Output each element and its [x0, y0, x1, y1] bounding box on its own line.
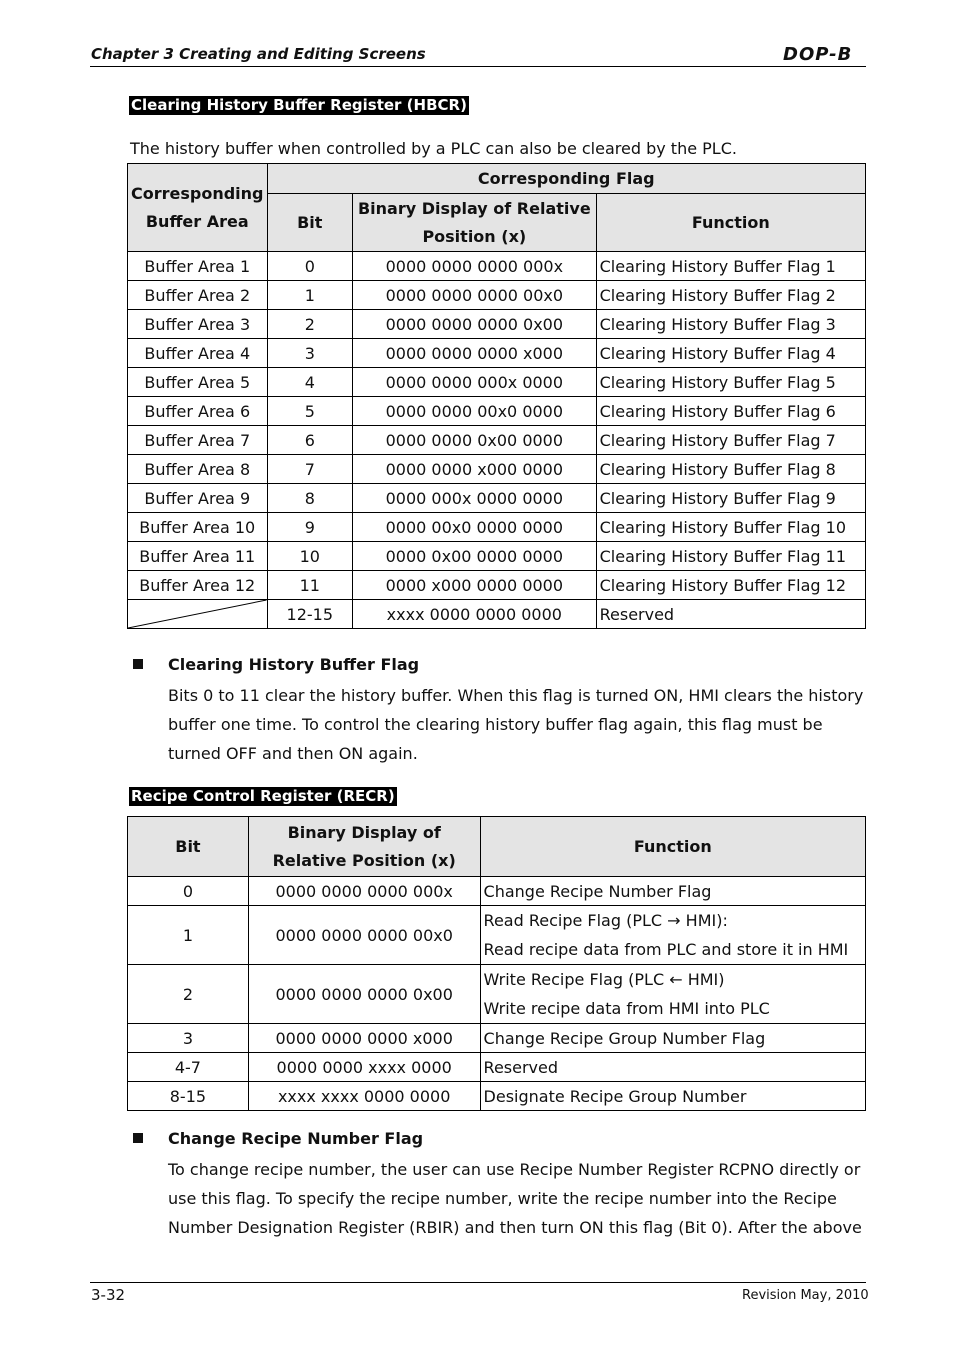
cell-bit: 0 [267, 252, 353, 281]
intro-paragraph: The history buffer when controlled by a PLC can also be cleared by the PLC. [130, 139, 737, 158]
revision-date: Revision May, 2010 [742, 1288, 869, 1303]
table-row [128, 965, 866, 1024]
bullet-heading-change-recipe: Change Recipe Number Flag [168, 1129, 424, 1148]
cell-function: Clearing History Buffer Flag 7 [596, 426, 865, 455]
table-row [128, 339, 866, 368]
cell-binary: 0000 x000 0000 0000 [353, 571, 597, 600]
header-corresponding-flag: Corresponding Flag [267, 164, 865, 194]
cell-bit: 4-7 [128, 1053, 249, 1082]
cell-binary: 0000 0000 00x0 0000 [353, 397, 597, 426]
table-row [128, 455, 866, 484]
cell-function: Clearing History Buffer Flag 6 [596, 397, 865, 426]
cell-buffer-area: Buffer Area 8 [128, 455, 268, 484]
cell-diagonal [128, 600, 268, 629]
page-number: 3-32 [91, 1286, 126, 1304]
table-row [128, 600, 866, 629]
header-buffer-area: Corresponding Buffer Area [128, 164, 268, 252]
table-row [128, 484, 866, 513]
table-row [128, 513, 866, 542]
cell-function: Clearing History Buffer Flag 11 [596, 542, 865, 571]
header-binary: Binary Display of Relative Position (x) [248, 817, 480, 877]
table-row [128, 310, 866, 339]
cell-buffer-area: Buffer Area 5 [128, 368, 268, 397]
cell-bit: 0 [128, 877, 249, 906]
cell-bit: 7 [267, 455, 353, 484]
cell-function: Reserved [480, 1053, 865, 1082]
bullet-heading-clearing-flag: Clearing History Buffer Flag [168, 655, 420, 674]
cell-bit: 4 [267, 368, 353, 397]
cell-buffer-area: Buffer Area 10 [128, 513, 268, 542]
cell-function: Clearing History Buffer Flag 3 [596, 310, 865, 339]
cell-binary: xxxx 0000 0000 0000 [353, 600, 597, 629]
cell-buffer-area: Buffer Area 9 [128, 484, 268, 513]
cell-buffer-area: Buffer Area 12 [128, 571, 268, 600]
cell-function: Reserved [596, 600, 865, 629]
bullet-text-change-recipe: To change recipe number, the user can use Recipe Number Register RCPNO directly or use this flag. To specify the recipe number, write the recipe number into the Recipe Number Designation Register (RBIR) and then turn ON this flag (Bit 0). After the above [168, 1160, 862, 1237]
table-row [128, 368, 866, 397]
cell-binary: 0000 0000 xxxx 0000 [248, 1053, 480, 1082]
cell-binary: 0000 0x00 0000 0000 [353, 542, 597, 571]
hbcr-table [127, 163, 866, 629]
cell-buffer-area: Buffer Area 3 [128, 310, 268, 339]
cell-binary: xxxx xxxx 0000 0000 [248, 1082, 480, 1111]
cell-binary: 0000 0000 000x 0000 [353, 368, 597, 397]
section-title-hbcr: Clearing History Buffer Register (HBCR) [131, 96, 467, 114]
table-row [128, 877, 866, 906]
section-title-recr: Recipe Control Register (RECR) [131, 787, 395, 805]
brand-logo: DOP-B [783, 44, 853, 65]
recr-table [127, 816, 866, 1111]
cell-function [480, 965, 865, 1024]
bullet-square [133, 1133, 143, 1143]
cell-binary: 0000 0000 0000 0x00 [353, 310, 597, 339]
table-row [128, 906, 866, 965]
table-row [128, 542, 866, 571]
cell-function [480, 906, 865, 965]
table-row [128, 397, 866, 426]
chapter-title: Chapter 3 Creating and Editing Screens [91, 45, 426, 63]
cell-function: Clearing History Buffer Flag 4 [596, 339, 865, 368]
cell-binary: 0000 0000 0000 x000 [248, 1024, 480, 1053]
cell-binary: 0000 0000 0000 0x00 [248, 965, 480, 1024]
cell-function: Clearing History Buffer Flag 10 [596, 513, 865, 542]
cell-binary: 0000 0000 x000 0000 [353, 455, 597, 484]
cell-binary: 0000 00x0 0000 0000 [353, 513, 597, 542]
table-row [128, 1053, 866, 1082]
cell-bit: 12-15 [267, 600, 353, 629]
cell-buffer-area: Buffer Area 2 [128, 281, 268, 310]
cell-binary: 0000 0000 0000 00x0 [248, 906, 480, 965]
cell-function: Clearing History Buffer Flag 8 [596, 455, 865, 484]
cell-binary: 0000 0000 0000 x000 [353, 339, 597, 368]
table-row [128, 281, 866, 310]
header-function: Function [596, 194, 865, 252]
table-row [128, 571, 866, 600]
cell-function: Change Recipe Group Number Flag [480, 1024, 865, 1053]
cell-binary: 0000 0000 0x00 0000 [353, 426, 597, 455]
cell-function: Clearing History Buffer Flag 9 [596, 484, 865, 513]
header-bit: Bit [267, 194, 353, 252]
cell-function: Clearing History Buffer Flag 2 [596, 281, 865, 310]
cell-bit: 2 [267, 310, 353, 339]
table-row [128, 426, 866, 455]
cell-buffer-area: Buffer Area 1 [128, 252, 268, 281]
cell-binary: 0000 000x 0000 0000 [353, 484, 597, 513]
cell-buffer-area: Buffer Area 11 [128, 542, 268, 571]
function-line: Write Recipe Flag (PLC ← HMI) [483, 970, 725, 989]
cell-buffer-area: Buffer Area 6 [128, 397, 268, 426]
table-row [128, 1024, 866, 1053]
function-line: Read Recipe Flag (PLC → HMI): [483, 911, 728, 930]
cell-binary: 0000 0000 0000 000x [353, 252, 597, 281]
cell-function: Clearing History Buffer Flag 5 [596, 368, 865, 397]
cell-bit: 9 [267, 513, 353, 542]
header-rule [90, 66, 866, 67]
cell-bit: 3 [267, 339, 353, 368]
cell-bit: 1 [267, 281, 353, 310]
table-row [128, 252, 866, 281]
cell-binary: 0000 0000 0000 00x0 [353, 281, 597, 310]
cell-bit: 2 [128, 965, 249, 1024]
cell-function: Change Recipe Number Flag [480, 877, 865, 906]
cell-bit: 10 [267, 542, 353, 571]
bullet-square [133, 659, 143, 669]
header-bit: Bit [128, 817, 249, 877]
cell-bit: 1 [128, 906, 249, 965]
footer-rule [90, 1282, 866, 1283]
cell-buffer-area: Buffer Area 4 [128, 339, 268, 368]
cell-bit: 3 [128, 1024, 249, 1053]
cell-binary: 0000 0000 0000 000x [248, 877, 480, 906]
table-row [128, 1082, 866, 1111]
header-function: Function [480, 817, 865, 877]
cell-bit: 6 [267, 426, 353, 455]
cell-buffer-area: Buffer Area 7 [128, 426, 268, 455]
cell-bit: 5 [267, 397, 353, 426]
cell-bit: 8-15 [128, 1082, 249, 1111]
cell-function: Clearing History Buffer Flag 1 [596, 252, 865, 281]
function-line: Read recipe data from PLC and store it in HMI [483, 940, 849, 959]
bullet-text-clearing-flag: Bits 0 to 11 clear the history buffer. When this flag is turned ON, HMI clears the history buffer one time. To control the clearing history buffer flag again, this flag must be turned OFF and then ON again. [168, 686, 864, 763]
header-binary: Binary Display of Relative Position (x) [353, 194, 597, 252]
cell-bit: 8 [267, 484, 353, 513]
cell-function: Designate Recipe Group Number [480, 1082, 865, 1111]
function-line: Write recipe data from HMI into PLC [483, 999, 770, 1018]
cell-function: Clearing History Buffer Flag 12 [596, 571, 865, 600]
cell-bit: 11 [267, 571, 353, 600]
